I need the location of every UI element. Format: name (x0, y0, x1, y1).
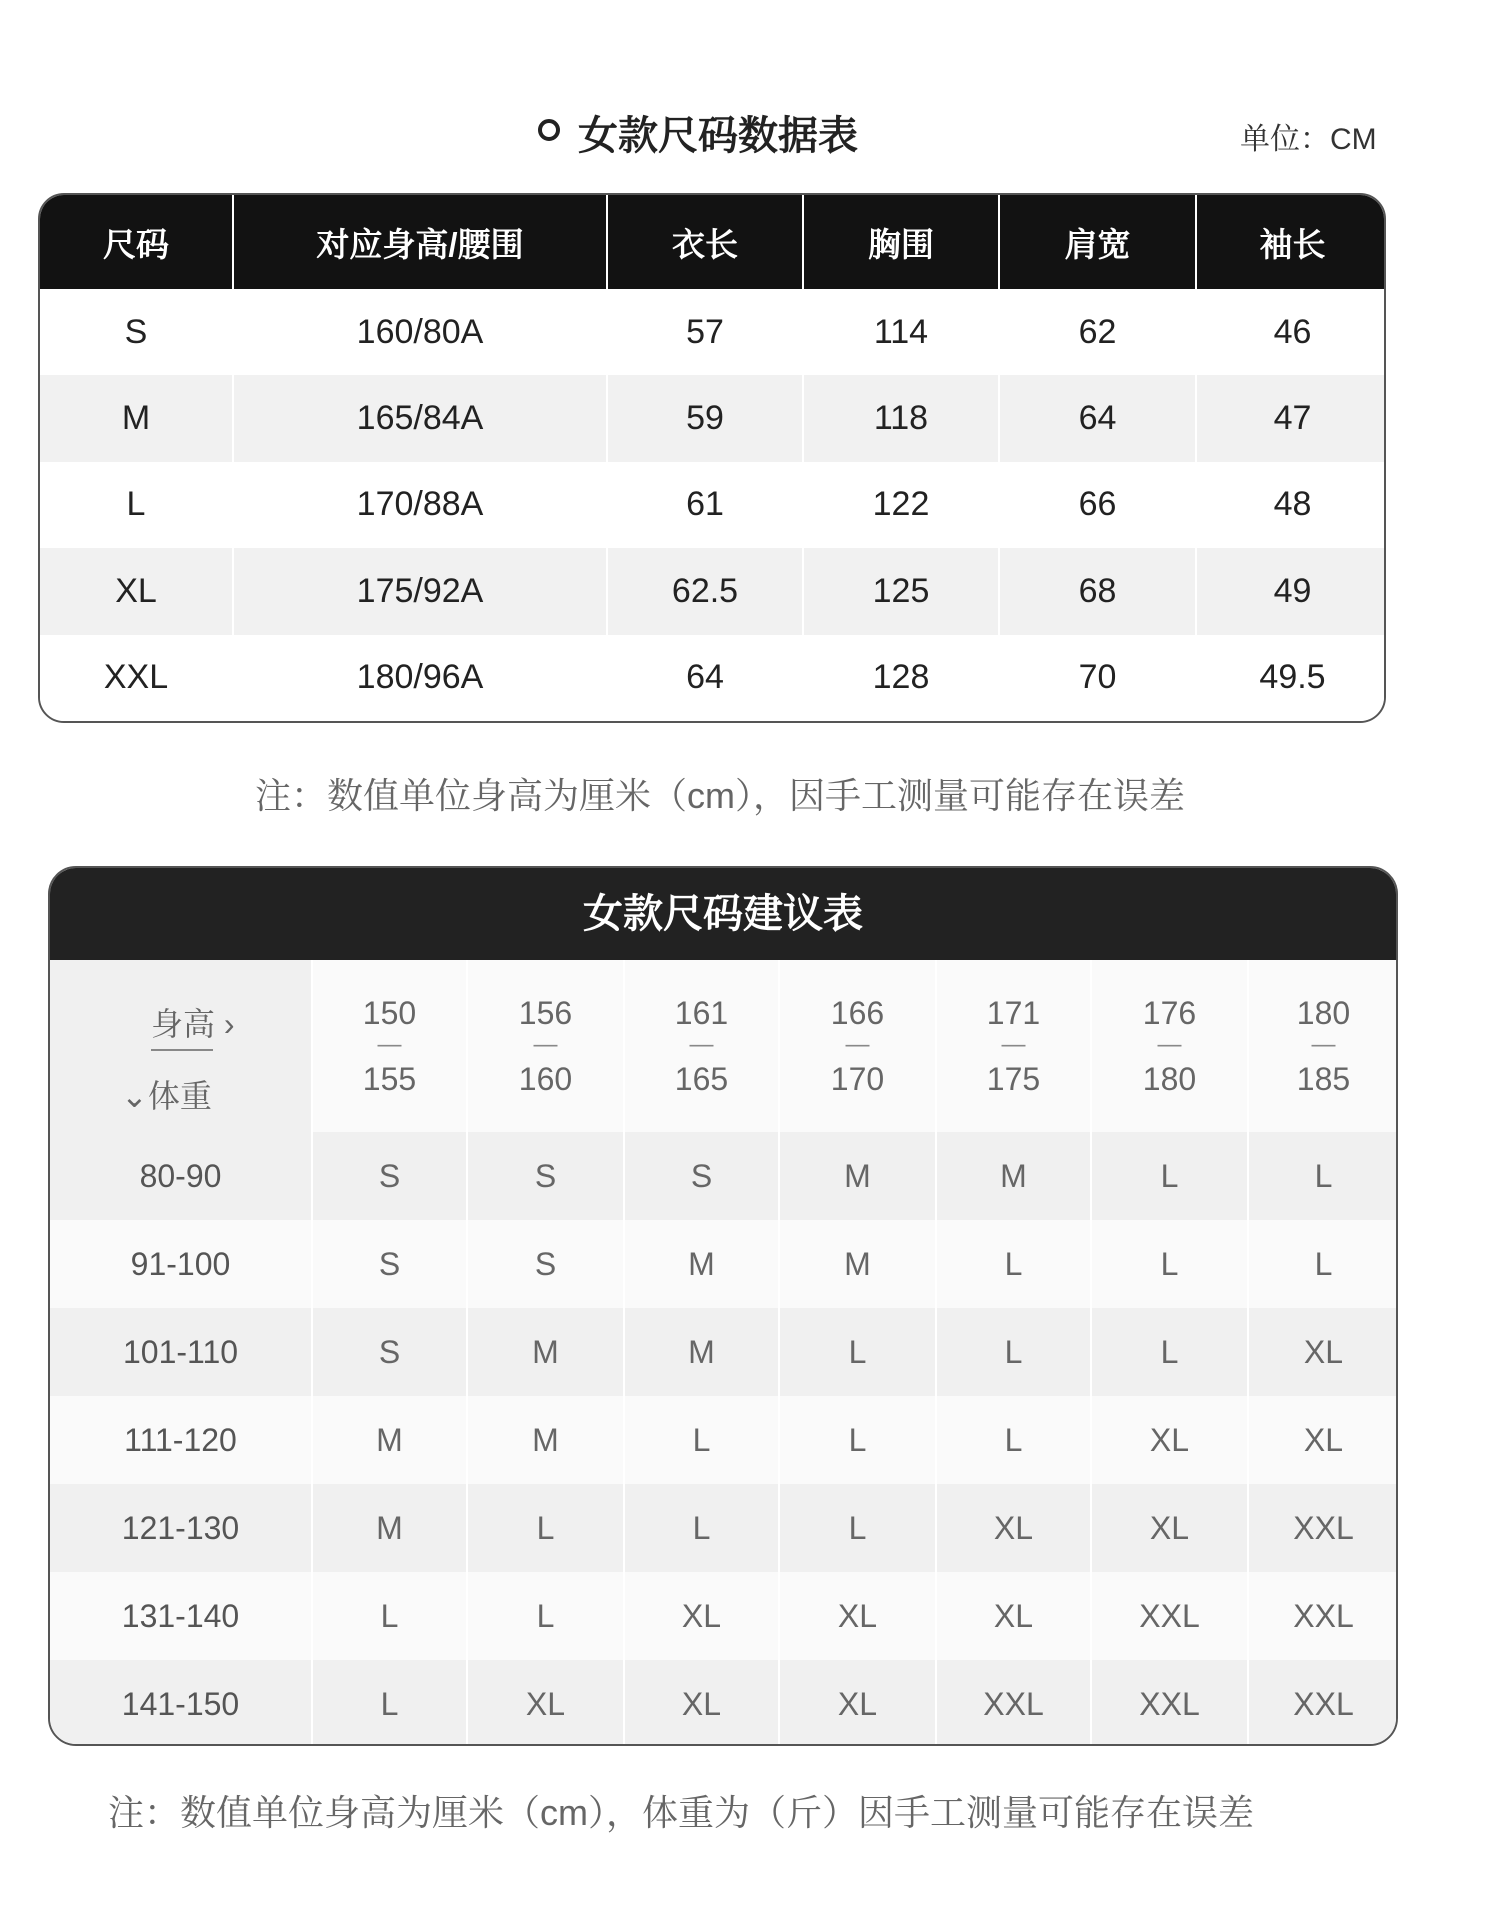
weight-range-cell: 80-90 (50, 1132, 312, 1220)
weight-axis-label: ⌄体重 (121, 1078, 212, 1114)
size-cell: S (312, 1132, 467, 1220)
header-length: 衣长 (607, 195, 803, 289)
size-cell: L (467, 1572, 624, 1660)
table-cell: 62 (999, 289, 1196, 375)
table-row (40, 635, 1386, 721)
size-cell: XL (936, 1484, 1091, 1572)
size-cell: L (312, 1572, 467, 1660)
height-from: 176 (1142, 995, 1197, 1031)
table-cell: 125 (803, 548, 999, 634)
table-row (50, 1660, 1398, 1746)
table-cell: 49.5 (1196, 635, 1386, 721)
size-cell: XXL (1248, 1572, 1398, 1660)
size-cell: L (312, 1660, 467, 1746)
size-cell: S (312, 1220, 467, 1308)
height-from: 156 (518, 995, 573, 1031)
table-row (40, 462, 1386, 548)
header-chest: 胸围 (803, 195, 999, 289)
range-separator: — (377, 1031, 402, 1058)
size-data-note: 注：数值单位身高为厘米（cm），因手工测量可能存在误差 (255, 775, 1185, 816)
size-cell: L (1091, 1220, 1248, 1308)
size-cell: L (936, 1220, 1091, 1308)
size-data-title-row (0, 100, 1500, 160)
weight-range-cell: 121-130 (50, 1484, 312, 1572)
corner-cell (50, 960, 312, 1132)
table-cell: 61 (607, 462, 803, 548)
size-cell: L (1248, 1132, 1398, 1220)
size-cell: M (936, 1132, 1091, 1220)
table-cell: 46 (1196, 289, 1386, 375)
height-range-cell (779, 960, 936, 1132)
range-separator: — (1157, 1031, 1182, 1058)
size-cell: M (467, 1308, 624, 1396)
header-size: 尺码 (40, 195, 233, 289)
height-range-cell (1091, 960, 1248, 1132)
size-cell: XL (624, 1660, 779, 1746)
height-range-cell (312, 960, 467, 1132)
table-cell: M (40, 375, 233, 461)
size-cell: XL (1248, 1396, 1398, 1484)
height-range-cell (936, 960, 1091, 1132)
table-cell: 175/92A (233, 548, 607, 634)
size-cell: S (624, 1132, 779, 1220)
height-from: 171 (986, 995, 1041, 1031)
size-cell: M (779, 1220, 936, 1308)
height-range-cell (624, 960, 779, 1132)
table-cell: 122 (803, 462, 999, 548)
height-from: 150 (362, 995, 417, 1031)
size-cell: S (312, 1308, 467, 1396)
size-cell: L (1248, 1220, 1398, 1308)
size-cell: XXL (1248, 1484, 1398, 1572)
table-cell: 70 (999, 635, 1196, 721)
table-row (40, 375, 1386, 461)
height-to: 175 (986, 1061, 1041, 1097)
table-cell: 59 (607, 375, 803, 461)
size-cell: XXL (936, 1660, 1091, 1746)
unit-label: 单位：CM (1240, 123, 1377, 156)
table-row (50, 1484, 1398, 1572)
size-data-header-row (40, 195, 1386, 289)
height-to: 155 (362, 1061, 417, 1097)
height-to: 185 (1296, 1061, 1351, 1097)
table-cell: 165/84A (233, 375, 607, 461)
size-recommendation-title: 女款尺码建议表 (50, 868, 1396, 960)
size-cell: L (1091, 1308, 1248, 1396)
size-recommendation-note: 注：数值单位身高为厘米（cm），体重为（斤）因手工测量可能存在误差 (108, 1792, 1254, 1833)
table-row (50, 1132, 1398, 1220)
height-from: 180 (1296, 995, 1351, 1031)
height-to: 180 (1142, 1061, 1197, 1097)
table-cell: 47 (1196, 375, 1386, 461)
weight-range-cell: 141-150 (50, 1660, 312, 1746)
size-cell: XL (1091, 1396, 1248, 1484)
table-row (50, 1572, 1398, 1660)
size-data-title: 女款尺码数据表 (578, 114, 858, 158)
table-cell: 114 (803, 289, 999, 375)
table-cell: XL (40, 548, 233, 634)
size-cell: XXL (1091, 1660, 1248, 1746)
size-cell: L (779, 1396, 936, 1484)
range-separator: — (1001, 1031, 1026, 1058)
size-cell: XL (936, 1572, 1091, 1660)
size-cell: L (624, 1484, 779, 1572)
table-cell: 160/80A (233, 289, 607, 375)
range-separator: — (1311, 1031, 1336, 1058)
size-cell: M (624, 1220, 779, 1308)
table-cell: S (40, 289, 233, 375)
table-row (40, 548, 1386, 634)
table-cell: 66 (999, 462, 1196, 548)
weight-range-cell: 131-140 (50, 1572, 312, 1660)
size-cell: XL (624, 1572, 779, 1660)
table-cell: 57 (607, 289, 803, 375)
size-cell: L (936, 1396, 1091, 1484)
size-cell: L (467, 1484, 624, 1572)
size-cell: L (779, 1484, 936, 1572)
size-cell: XXL (1091, 1572, 1248, 1660)
size-cell: XL (467, 1660, 624, 1746)
size-cell: M (312, 1484, 467, 1572)
size-cell: M (312, 1396, 467, 1484)
height-to: 160 (518, 1061, 573, 1097)
table-cell: 64 (999, 375, 1196, 461)
range-separator: — (689, 1031, 714, 1058)
size-cell: L (936, 1308, 1091, 1396)
table-cell: 48 (1196, 462, 1386, 548)
range-separator: — (845, 1031, 870, 1058)
table-cell: 49 (1196, 548, 1386, 634)
header-shoulder: 肩宽 (999, 195, 1196, 289)
height-to: 170 (830, 1061, 885, 1097)
range-separator: — (533, 1031, 558, 1058)
height-range-cell (1248, 960, 1398, 1132)
corner-divider (151, 1049, 213, 1051)
size-cell: L (1091, 1132, 1248, 1220)
size-cell: XL (779, 1660, 936, 1746)
size-cell: S (467, 1132, 624, 1220)
size-cell: XL (1248, 1308, 1398, 1396)
size-cell: XL (1091, 1484, 1248, 1572)
size-cell: S (467, 1220, 624, 1308)
height-axis-label: 身高 › (151, 1006, 235, 1042)
size-cell: M (467, 1396, 624, 1484)
size-cell: L (624, 1396, 779, 1484)
size-cell: XL (779, 1572, 936, 1660)
size-cell: L (779, 1308, 936, 1396)
height-to: 165 (674, 1061, 729, 1097)
weight-range-cell: 111-120 (50, 1396, 312, 1484)
table-cell: 128 (803, 635, 999, 721)
height-from: 161 (674, 995, 729, 1031)
height-from: 166 (830, 995, 885, 1031)
size-cell: M (624, 1308, 779, 1396)
table-cell: 64 (607, 635, 803, 721)
circle-bullet-icon (538, 119, 560, 141)
size-recommendation-table (48, 866, 1398, 1746)
table-cell: 180/96A (233, 635, 607, 721)
header-height-waist: 对应身高/腰围 (233, 195, 607, 289)
table-cell: L (40, 462, 233, 548)
table-cell: 170/88A (233, 462, 607, 548)
table-cell: XXL (40, 635, 233, 721)
header-sleeve: 袖长 (1196, 195, 1386, 289)
size-cell: XXL (1248, 1660, 1398, 1746)
weight-range-cell: 101-110 (50, 1308, 312, 1396)
weight-range-cell: 91-100 (50, 1220, 312, 1308)
table-cell: 62.5 (607, 548, 803, 634)
table-row (50, 1220, 1398, 1308)
table-cell: 68 (999, 548, 1196, 634)
height-range-cell (467, 960, 624, 1132)
size-cell: M (779, 1132, 936, 1220)
table-cell: 118 (803, 375, 999, 461)
height-header-row (50, 960, 1398, 1132)
table-row (50, 1396, 1398, 1484)
table-row (40, 289, 1386, 375)
table-row (50, 1308, 1398, 1396)
size-data-table (38, 193, 1386, 723)
